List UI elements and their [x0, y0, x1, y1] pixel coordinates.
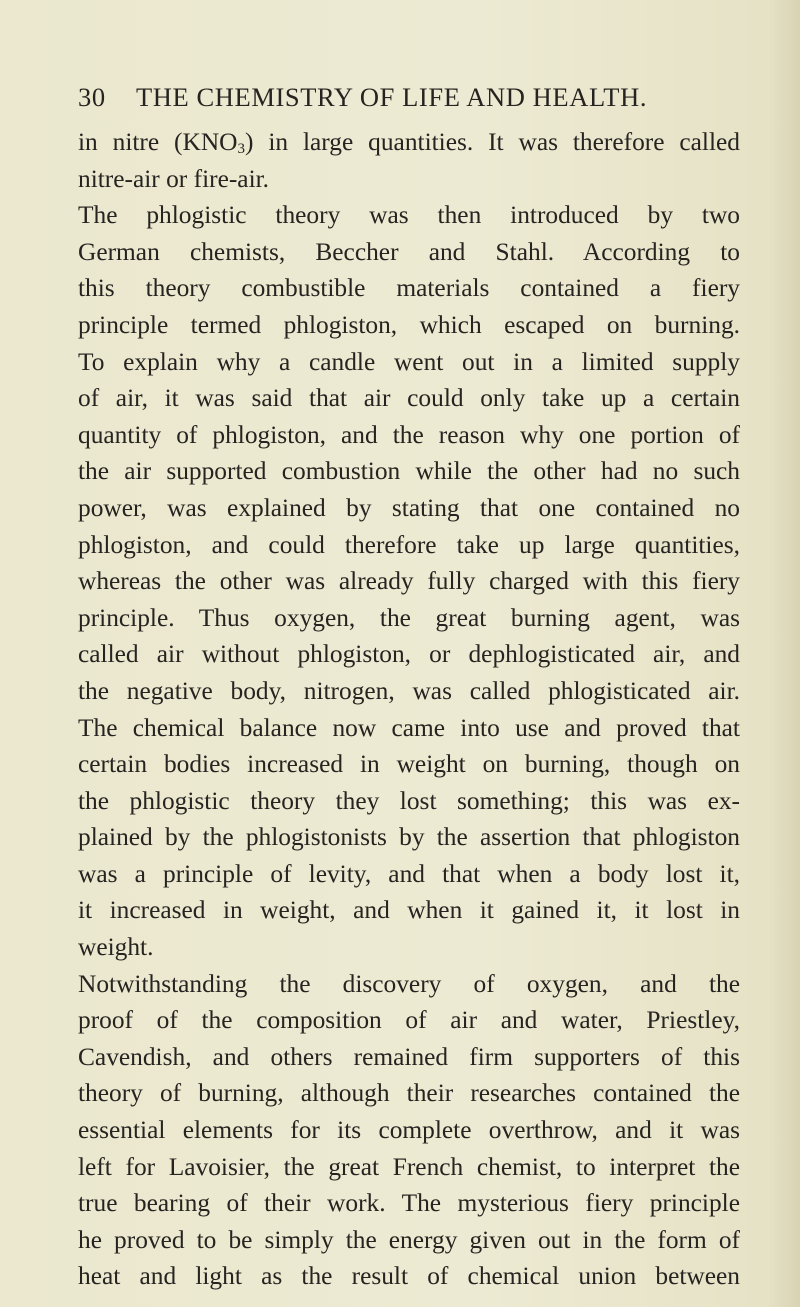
- text-line: essential elements for its complete overthrow, and it was: [78, 1116, 740, 1145]
- body-text: [78, 124, 740, 1295]
- page-number: 30: [78, 82, 106, 112]
- running-header: [78, 82, 718, 118]
- text-line: The chemical balance now came into use and proved that: [78, 713, 740, 742]
- text-line: power, was explained by stating that one contained no: [78, 493, 740, 522]
- text-line: it increased in weight, and when it gained it, it lost in: [78, 896, 740, 925]
- text-line: proof of the composition of air and water, Priestley,: [78, 1006, 740, 1035]
- text-line: called air without phlogiston, or dephlogisticated air, and: [78, 640, 740, 669]
- text-line: nitre-air or fire-air.: [78, 164, 270, 193]
- text-line: quantity of phlogiston, and the reason why one portion of: [78, 420, 740, 449]
- text-line: heat and light as the result of chemical union between: [78, 1262, 740, 1291]
- text-line: To explain why a candle went out in a limited supply: [78, 347, 740, 376]
- text-line: was a principle of levity, and that when a body lost it,: [78, 859, 740, 888]
- subscript: 3: [237, 141, 246, 157]
- text-line: theory of burning, although their researches contained the: [78, 1079, 740, 1108]
- text-line: true bearing of their work. The mysterious fiery principle: [78, 1189, 740, 1218]
- text-line: plained by the phlogistonists by the assertion that phlogiston: [78, 823, 740, 852]
- text-line: he proved to be simply the energy given out in the form of: [78, 1225, 740, 1254]
- text-line: Notwithstanding the discovery of oxygen, and the: [78, 969, 740, 998]
- text-line: the phlogistic theory they lost something; this was ex-: [78, 786, 740, 815]
- text-line: The phlogistic theory was then introduced by two: [78, 201, 740, 230]
- text-line: of air, it was said that air could only take up a certain: [78, 384, 740, 413]
- text-line: certain bodies increased in weight on burning, though on: [78, 750, 740, 779]
- text-line: left for Lavoisier, the great French chemist, to interpret the: [78, 1152, 740, 1181]
- running-title: THE CHEMISTRY OF LIFE AND HEALTH.: [136, 82, 648, 112]
- text-line: whereas the other was already fully charged with this fiery: [78, 567, 740, 596]
- text-line: principle. Thus oxygen, the great burning agent, was: [78, 603, 740, 632]
- text-line: phlogiston, and could therefore take up large quantities,: [78, 530, 740, 559]
- text-line: German chemists, Beccher and Stahl. According to: [78, 237, 740, 266]
- text-line: in nitre $(KNO_3)$ in large quantities. It was therefore called: [78, 128, 740, 157]
- text-line: the negative body, nitrogen, was called phlogisticated air.: [78, 676, 740, 705]
- text-line: this theory combustible materials contained a fiery: [78, 274, 740, 303]
- text-line: principle termed phlogiston, which escaped on burning.: [78, 310, 740, 339]
- text-line: weight.: [78, 933, 154, 962]
- text-line: the air supported combustion while the other had no such: [78, 457, 740, 486]
- text-line: Cavendish, and others remained firm supporters of this: [78, 1042, 740, 1071]
